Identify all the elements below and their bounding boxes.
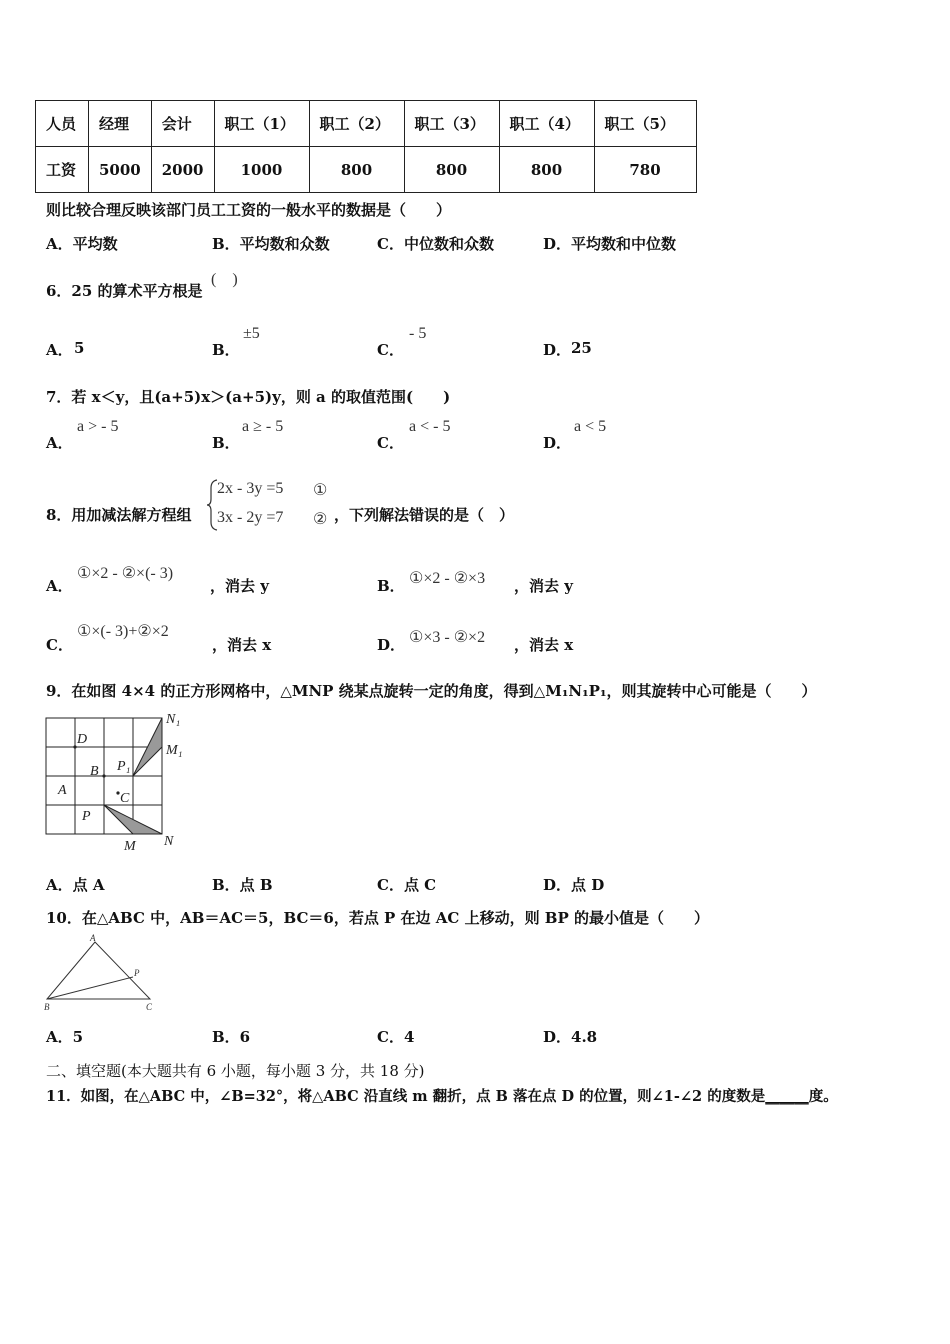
q8-label-b: B． [377,577,405,595]
q8-expr-a: ①×2 - ②×(- 3) [77,565,174,582]
q5-stem: 则比较合理反映该部门员工工资的一般水平的数据是（ ） [46,201,452,219]
q9-option-d: D．点 D [543,876,605,894]
fig-label-n1: N₁ [166,712,181,727]
table-cell: 2000 [151,147,214,193]
q7-label-a: A． [46,434,73,452]
table-cell: 职工（2） [309,101,404,147]
table-cell: 800 [309,147,404,193]
q6-value-b: ±5 [243,325,260,342]
table-cell: 800 [499,147,594,193]
q10-option-b: B．6 [212,1028,251,1046]
q6-label-a: A． [46,341,73,359]
q7-label-d: D． [543,434,572,452]
table-cell: 1000 [214,147,309,193]
fig-label-c: C [146,1002,153,1012]
q8-label-d: D． [377,636,406,654]
q5-option-a: A．平均数 [46,235,118,253]
q9-grid-figure [40,706,190,856]
fig-label-p: P [82,809,91,824]
q8-label-c: C． [46,636,73,654]
q11-stem [46,1085,838,1106]
q7-value-a: a > - 5 [77,418,119,435]
fig-label-m: M [124,839,136,854]
q8-stem-post: ，下列解法错误的是（ ） [334,506,515,524]
q7-label-c: C． [377,434,404,452]
q10-option-c: C．4 [377,1028,415,1046]
fig-label-m1: M₁ [166,743,183,758]
q8-expr-b: ①×2 - ②×3 [409,570,486,587]
q8-eq1: 2x - 3y =5 [217,480,284,497]
q7-value-d: a < 5 [574,418,607,435]
q8-tail-c: ，消去 x [212,636,272,654]
q5-option-d: D．平均数和中位数 [543,235,677,253]
q11-tail: 度。 [808,1088,838,1105]
table-cell: 人员 [36,101,89,147]
fig-label-p: P [134,968,140,978]
q7-value-c: a < - 5 [409,418,451,435]
q9-option-b: B．点 B [212,876,273,894]
fig-label-n: N [164,834,174,849]
q6-label-c: C． [377,341,404,359]
table-row [36,147,697,193]
q11-text: 11．如图，在△ABC 中，∠B=32°，将△ABC 沿直线 m 翻折，点 B 落在点 D 的位置，则∠1-∠2 的度数是 [46,1088,766,1105]
q10-option-d: D．4.8 [543,1028,598,1046]
q8-eq2: 3x - 2y =7 [217,509,284,526]
q7-stem: 7．若 x＜y，且(a+5)x＞(a+5)y，则 a 的取值范围( ) [46,388,451,406]
q8-expr-c: ①×(- 3)+②×2 [77,623,169,640]
q8-tail-b: ，消去 y [514,577,573,595]
table-cell: 工资 [36,147,89,193]
fig-label-c: C [120,791,130,806]
wage-table [35,100,697,193]
q8-label-a: A． [46,577,73,595]
q5-option-b: B．平均数和众数 [212,235,330,253]
q6-stem: 6．25 的算术平方根是 [46,282,203,300]
q8-eq2-mark: ② [313,511,328,528]
table-cell: 5000 [89,147,152,193]
fig-label-a: A [90,933,96,943]
q8-expr-d: ①×3 - ②×2 [409,629,486,646]
q9-option-a: A．点 A [46,876,105,894]
table-cell: 职工（4） [499,101,594,147]
table-cell: 职工（3） [404,101,499,147]
table-cell: 会计 [151,101,214,147]
q7-value-b: a ≥ - 5 [242,418,284,435]
q10-option-a: A．5 [46,1028,84,1046]
table-cell: 800 [404,147,499,193]
q6-value-c: - 5 [409,325,427,342]
q11-blank: ______ [765,1088,809,1105]
section-heading: 二、填空题(本大题共有 6 小题，每小题 3 分，共 18 分) [46,1062,425,1080]
q6-value-d: 25 [571,339,592,357]
q9-option-c: C．点 C [377,876,437,894]
fig-label-b: B [90,764,99,779]
fig-label-b: B [44,1002,50,1012]
table-cell: 经理 [89,101,152,147]
q8-eq1-mark: ① [313,482,328,499]
q6-paren: ( ) [211,271,238,288]
table-cell: 职工（1） [214,101,309,147]
table-cell: 职工（5） [594,101,696,147]
table-header-row [36,101,697,147]
q5-option-c: C．中位数和众数 [377,235,494,253]
fig-label-a: A [58,783,67,798]
q10-stem: 10．在△ABC 中，AB＝AC＝5，BC＝6，若点 P 在边 AC 上移动，则 BP 的最小值是（ ） [46,909,709,927]
fig-label-p1: P₁ [117,759,131,774]
q10-triangle-figure [40,932,160,1014]
fig-label-d: D [77,732,88,747]
q6-label-b: B． [212,341,240,359]
q8-tail-d: ，消去 x [514,636,574,654]
q7-label-b: B． [212,434,240,452]
table-cell: 780 [594,147,696,193]
q8-tail-a: ，消去 y [210,577,269,595]
q6-value-a: 5 [74,339,85,357]
q6-label-d: D． [543,341,572,359]
q8-stem-pre: 8．用加减法解方程组 [46,506,192,524]
q9-stem: 9．在如图 4×4 的正方形网格中，△MNP 绕某点旋转一定的角度，得到△M₁N₁P₁，则其旋转中心可能是（ ） [46,682,817,700]
